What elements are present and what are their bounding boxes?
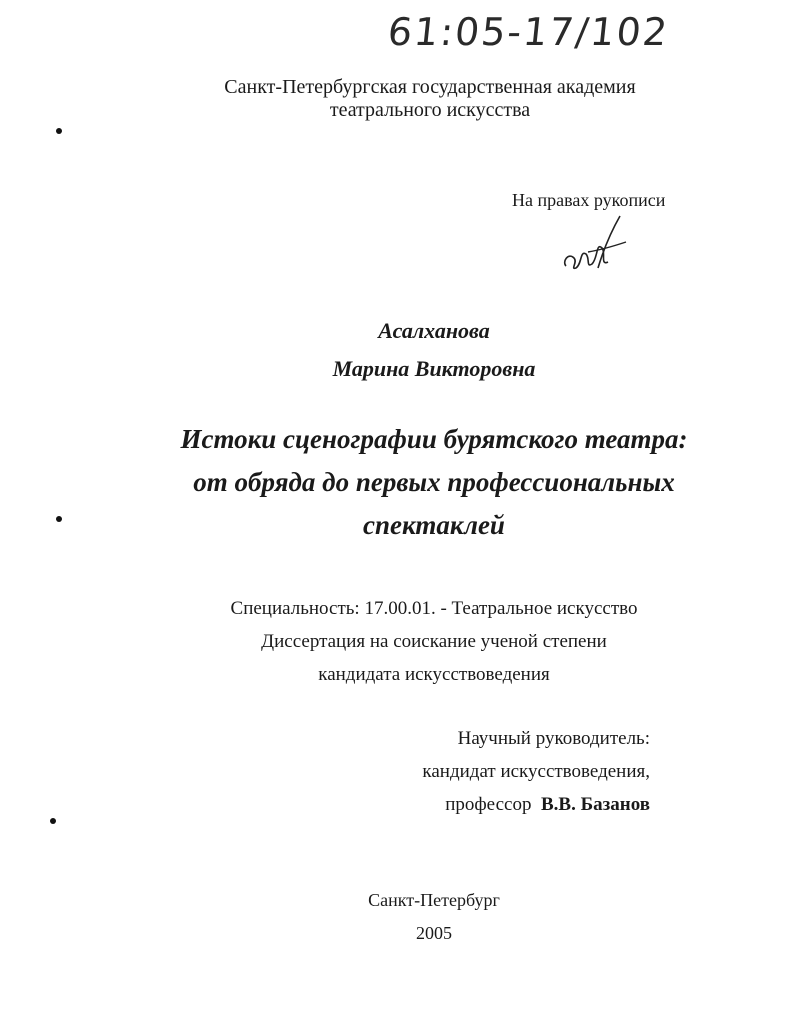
advisor-degree: кандидат искусствоведения, (422, 761, 650, 782)
place-and-year (36, 884, 796, 950)
institution-heading (32, 76, 796, 122)
institution-line-1: Санкт-Петербургская государственная академия (224, 76, 636, 98)
title-line-1: Истоки сценографии бурятского театра: (180, 424, 688, 454)
author-given-name: Марина Викторовна (332, 356, 536, 381)
binding-mark-bottom (50, 818, 56, 824)
advisor-label: Научный руководитель: (457, 728, 650, 749)
year: 2005 (416, 923, 452, 943)
dissertation-title (36, 418, 796, 547)
title-line-3: спектаклей (363, 510, 505, 540)
author-name (36, 312, 796, 388)
city: Санкт-Петербург (368, 890, 500, 910)
institution-line-2: театрального искусства (329, 99, 531, 121)
advisor-name: В.В. Базанов (540, 794, 650, 815)
specialty-line-3: кандидата искусствоведения (318, 664, 550, 685)
manuscript-note: На правах рукописи (512, 190, 666, 210)
specialty-line-2: Диссертация на соискание ученой степени (261, 631, 607, 652)
archive-code: 61:05-17/102 (385, 10, 672, 54)
advisor-block (380, 722, 650, 821)
title-line-2: от обряда до первых профессиональных (193, 467, 675, 497)
binding-mark-top (56, 128, 62, 134)
specialty-block (36, 592, 796, 691)
advisor-position-line (380, 788, 650, 821)
specialty-line-1: Специальность: 17.00.01. - Театральное искусство (230, 598, 638, 619)
author-surname: Асалханова (378, 318, 490, 343)
advisor-position: профессор (445, 794, 532, 815)
signature-image (560, 212, 630, 274)
